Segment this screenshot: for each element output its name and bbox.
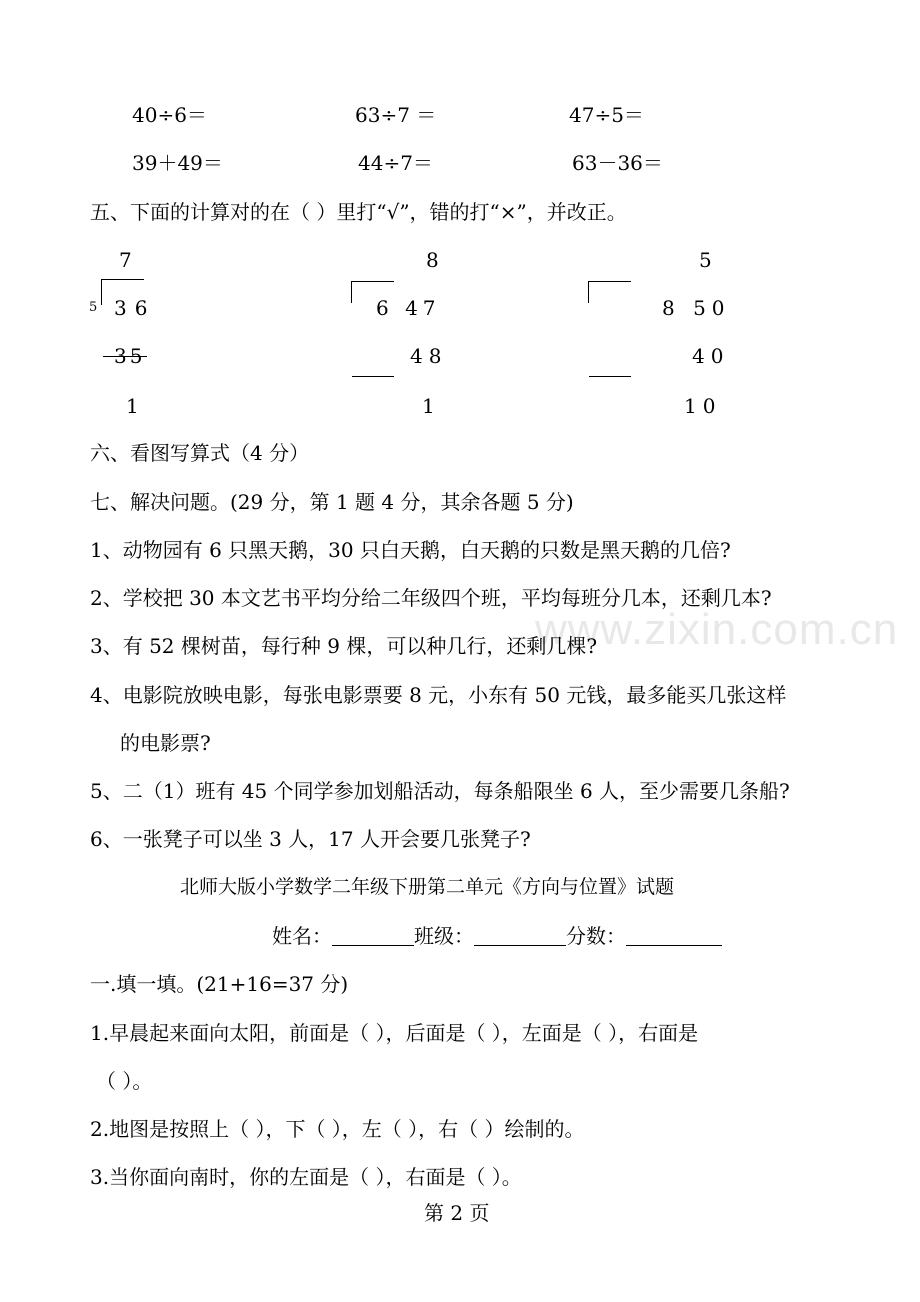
score-label: 分数：	[566, 924, 626, 948]
div2-underline	[352, 376, 394, 377]
name-label: 姓名：	[272, 924, 332, 948]
div3-remainder: 10	[684, 394, 722, 418]
div3-dividend: 8 50	[662, 296, 731, 320]
question-5: 5、二（1）班有 45 个同学参加划船活动，每条船限坐 6 人，至少需要几条船?	[90, 779, 790, 803]
section-6-title: 六、看图写算式（4 分）	[90, 441, 310, 465]
section-5-title: 五、下面的计算对的在（ ）里打“√”，错的打“×”，并改正。	[90, 200, 627, 224]
div2-product: 48	[410, 344, 448, 368]
question-2: 2、学校把 30 本文艺书平均分给二年级四个班，平均每班分几本，还剩几本?	[90, 586, 772, 610]
arith-r2-c3: 63－36＝	[572, 151, 663, 175]
div2-bracket	[351, 281, 352, 303]
div3-quotient: 5	[699, 248, 712, 272]
div2-remainder: 1	[422, 394, 435, 418]
div1-quotient: 7	[119, 248, 138, 272]
question-4-line2: 的电影票?	[120, 731, 211, 755]
div3-bracket	[588, 281, 589, 303]
arith-r2-c2: 44÷7＝	[358, 151, 433, 175]
div3-bar	[589, 281, 631, 282]
div1-remainder: 1	[126, 394, 139, 418]
div1-dividend: 36	[114, 296, 156, 320]
div1-bar	[102, 279, 144, 280]
div3-product: 40	[692, 344, 730, 368]
part-1-q1-line2: （ ）。	[96, 1069, 153, 1093]
score-blank[interactable]	[626, 925, 722, 946]
watermark: www.zixin.com.cn	[535, 605, 899, 654]
question-3: 3、有 52 棵树苗，每行种 9 棵，可以种几行，还剩几棵?	[90, 634, 598, 658]
part-1-q1-line1: 1.早晨起来面向太阳，前面是（ ），后面是（ ），左面是（ ），右面是	[90, 1021, 699, 1045]
part-1-q2: 2.地图是按照上（ ），下（ ），左（ ），右（ ）绘制的。	[90, 1117, 585, 1141]
question-6: 6、一张凳子可以坐 3 人，17 人开会要几张凳子?	[90, 827, 531, 851]
name-blank[interactable]	[332, 925, 414, 946]
class-label: 班级：	[414, 924, 474, 948]
div2-quotient: 8	[426, 248, 439, 272]
arith-r1-c3: 47÷5＝	[569, 103, 644, 127]
arith-r1-c1: 40÷6＝	[132, 103, 207, 127]
test-title: 北师大版小学数学二年级下册第二单元《方向与位置》试题	[180, 876, 675, 898]
div1-bracket	[101, 279, 102, 305]
page-number: 第 2 页	[424, 1201, 490, 1225]
arith-r2-c1: 39＋49＝	[132, 151, 223, 175]
div1-product: 35	[114, 344, 146, 368]
question-1: 1、动物园有 6 只黑天鹅，30 只白天鹅，白天鹅的只数是黑天鹅的几倍?	[90, 538, 731, 562]
div3-underline	[589, 376, 631, 377]
section-7-title: 七、解决问题。(29 分，第 1 题 4 分，其余各题 5 分)	[90, 490, 574, 514]
div1-divisor: 5	[89, 300, 98, 315]
question-4-line1: 4、电影院放映电影，每张电影票要 8 元，小东有 50 元钱，最多能买几张这样	[90, 683, 787, 707]
part-1-title: 一.填一填。(21+16=37 分)	[90, 972, 349, 996]
part-1-q3: 3.当你面向南时，你的左面是（ ），右面是（ ）。	[90, 1165, 522, 1189]
class-blank[interactable]	[474, 925, 566, 946]
div1-underline	[103, 356, 147, 357]
student-info	[272, 925, 722, 946]
arith-r1-c2: 63÷7 ＝	[355, 103, 437, 127]
div2-bar	[352, 281, 394, 282]
div2-dividend: 6 47	[376, 296, 441, 320]
